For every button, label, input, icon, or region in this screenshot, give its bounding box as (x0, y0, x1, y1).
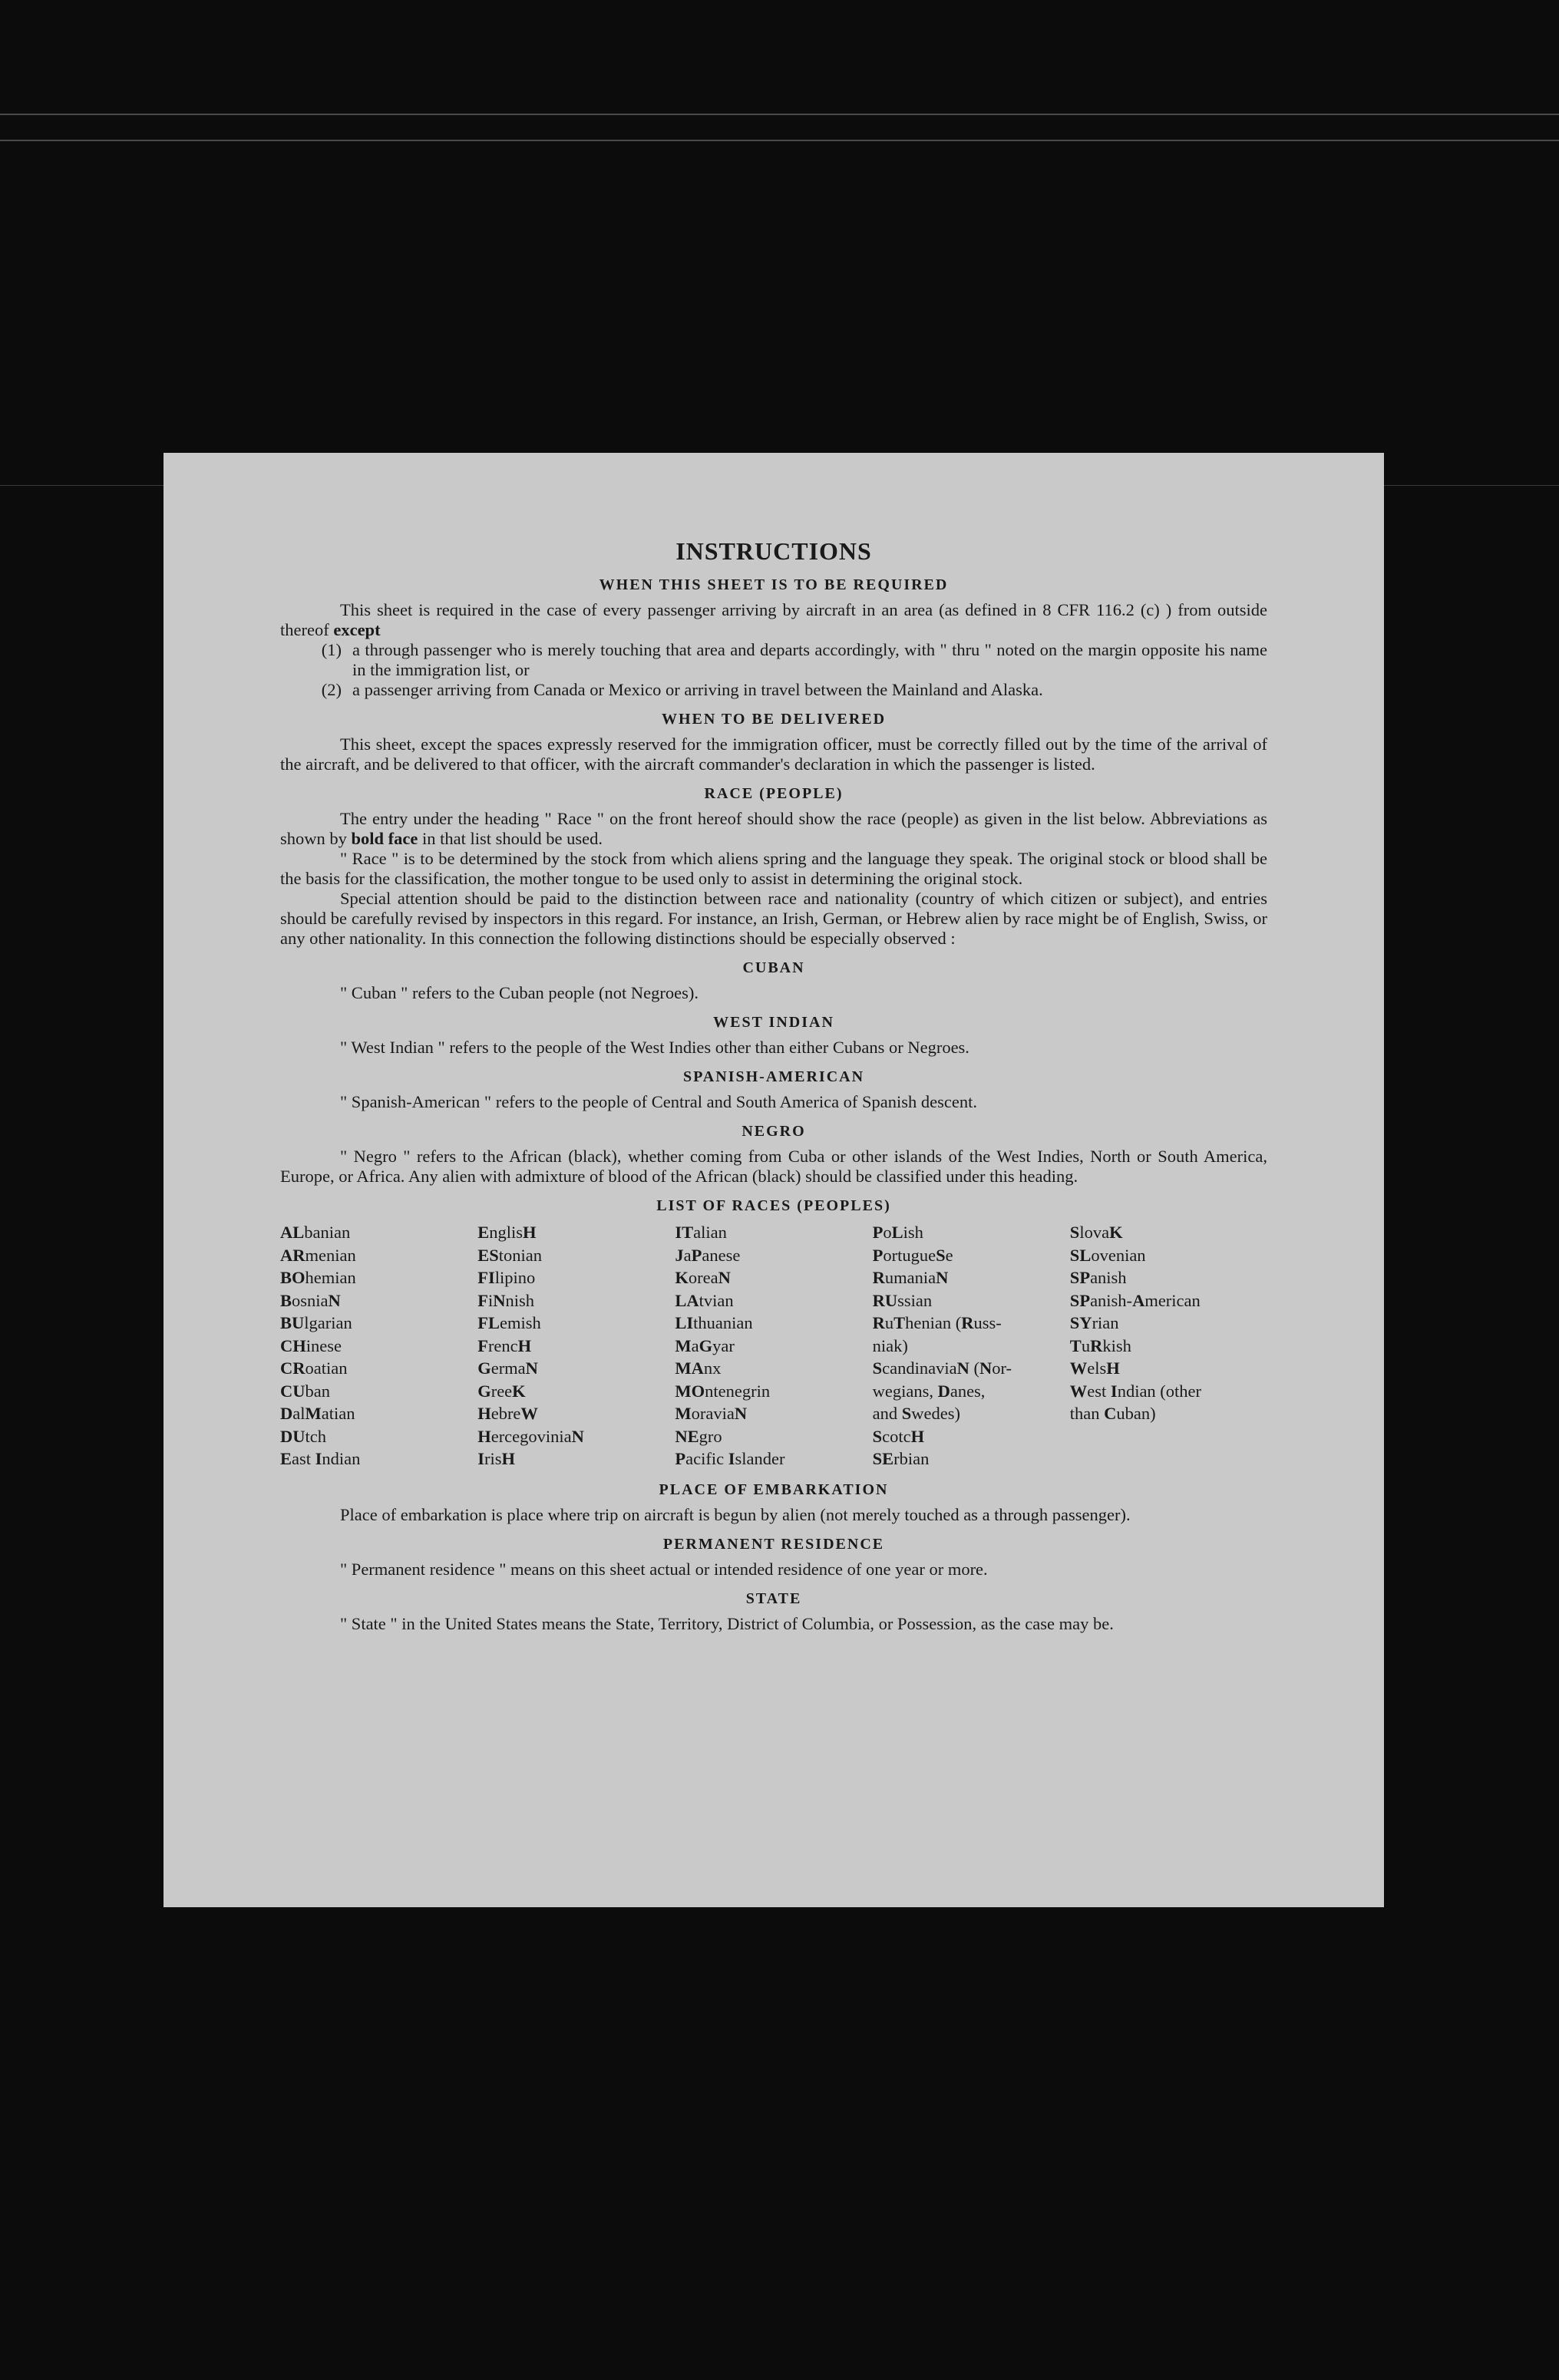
section-heading-race-list: LIST OF RACES (PEOPLES) (656, 1197, 891, 1214)
race-entry: GreeK (477, 1381, 526, 1401)
race-entry: RumaniaN (872, 1268, 949, 1287)
race-entry: SlovaK (1069, 1223, 1123, 1242)
race-entry: wegians, Danes, (872, 1381, 986, 1401)
cuban-text: " Cuban " refers to the Cuban people (not Negroes). (340, 983, 699, 1002)
race-entry: RUssian (872, 1290, 933, 1310)
section-heading-race: RACE (PEOPLE) (704, 785, 844, 802)
race-entry: ScandinaviaN (Nor- (872, 1358, 1012, 1378)
race-entry: BosniaN (280, 1290, 341, 1310)
race-entry: SErbian (872, 1449, 930, 1468)
race-entry: IrisH (477, 1449, 515, 1468)
race-entry: and Swedes) (872, 1404, 960, 1423)
document-body (280, 537, 1267, 1634)
race-entry: LIthuanian (675, 1313, 753, 1332)
race-entry: EnglisH (477, 1223, 537, 1242)
race-entry: FLemish (477, 1313, 541, 1332)
race-paragraph-1: The entry under the heading " Race " on the front hereof should show the race (people) as given in the list below. Abbreviations as shown by bold face in that list should be used. (280, 809, 1267, 848)
section-heading-cuban: CUBAN (742, 959, 805, 976)
instruction-sheet (163, 453, 1384, 1907)
race-entry: JaPanese (675, 1245, 741, 1265)
section-heading-west-indian: WEST INDIAN (713, 1014, 834, 1031)
race-entry: NEgro (675, 1426, 722, 1446)
delivered-text: This sheet, except the spaces expressly reserved for the immigration officer, must be correctly filled out by the time of the arrival of the aircraft, and be delivered to that officer, with the aircraft commander's declaration in which the passenger is listed. (280, 734, 1267, 774)
state-text: " State " in the United States means the State, Territory, District of Columbia, or Possession, as the case may be. (340, 1613, 1114, 1633)
race-entry: CHinese (280, 1335, 342, 1355)
section-heading-residence: PERMANENT RESIDENCE (662, 1535, 885, 1553)
race-entry: East Indian (280, 1449, 361, 1468)
race-list (280, 1221, 1267, 1471)
race-entry: ScotcH (872, 1426, 925, 1446)
race-entry: MOntenegrin (675, 1381, 771, 1401)
section-heading-delivered: WHEN TO BE DELIVERED (661, 711, 887, 728)
race-entry: SLovenian (1069, 1245, 1146, 1265)
race-column (1070, 1221, 1267, 1471)
race-entry: FiNnish (477, 1290, 534, 1310)
negro-text: " Negro " refers to the African (black), whether coming from Cuba or other islands of the West Indies, North or South America, Europe, or Africa. Any alien with admixture of blood of the African (black) should be classified under this heading. (280, 1147, 1267, 1186)
race-entry: niak) (872, 1335, 908, 1355)
race-entry: WelsH (1069, 1358, 1120, 1378)
exception-item-2: (2) a passenger arriving from Canada or Mexico or arriving in travel between the Mainland and Alaska. (321, 680, 1043, 699)
race-entry: West Indian (other (1069, 1381, 1202, 1401)
spanish-american-text: " Spanish-American " refers to the people of Central and South America of Spanish descent. (340, 1092, 978, 1111)
race-entry: FIlipino (477, 1268, 536, 1287)
race-entry: DUtch (280, 1426, 326, 1446)
race-entry: ARmenian (280, 1245, 356, 1265)
embarkation-text: Place of embarkation is place where trip on aircraft is begun by alien (not merely touched as a through passenger). (340, 1504, 1131, 1524)
section-heading-required: WHEN THIS SHEET IS TO BE REQUIRED (599, 576, 949, 593)
race-entry: ALbanian (280, 1223, 351, 1242)
section-heading-negro: NEGRO (742, 1123, 806, 1140)
race-entry: MAnx (675, 1358, 722, 1378)
section-heading-state: STATE (745, 1589, 802, 1607)
race-entry: PoLish (872, 1223, 923, 1242)
race-entry: LAtvian (675, 1290, 734, 1310)
race-entry: FrencH (477, 1335, 532, 1355)
section-heading-embarkation: PLACE OF EMBARKATION (659, 1480, 889, 1498)
race-entry: HebreW (477, 1404, 538, 1423)
section-heading-spanish-american: SPANISH-AMERICAN (682, 1068, 865, 1085)
west-indian-text: " West Indian " refers to the people of the West Indies other than either Cubans or Negroes. (340, 1038, 969, 1057)
film-edge-line (0, 140, 1559, 141)
race-entry: TuRkish (1069, 1335, 1131, 1355)
race-entry: DalMatian (280, 1404, 355, 1423)
page-title: INSTRUCTIONS (675, 537, 872, 565)
race-entry: Pacific Islander (675, 1449, 785, 1468)
race-entry: RuThenian (Russ- (872, 1313, 1002, 1332)
race-entry: SPanish (1069, 1268, 1127, 1287)
race-entry: MaGyar (675, 1335, 735, 1355)
race-entry: MoraviaN (675, 1404, 748, 1423)
required-intro: This sheet is required in the case of every passenger arriving by aircraft in an area (as defined in 8 CFR 116.2 (c) ) from outside thereof except (280, 600, 1267, 639)
race-entry: PortugueSe (872, 1245, 953, 1265)
race-column (873, 1221, 1070, 1471)
race-entry: ITalian (675, 1223, 727, 1242)
race-entry: BUlgarian (280, 1313, 352, 1332)
exception-item-1: (1) a through passenger who is merely touching that area and departs accordingly, with " thru " noted on the margin opposite his name in the immigration list, or (321, 640, 1267, 679)
residence-text: " Permanent residence " means on this sheet actual or intended residence of one year or more. (340, 1559, 988, 1579)
race-entry: GermaN (477, 1358, 538, 1378)
race-entry: BOhemian (280, 1268, 356, 1287)
race-entry: CRoatian (280, 1358, 348, 1378)
film-edge-line (0, 114, 1559, 115)
race-entry: SPanish-American (1069, 1290, 1201, 1310)
race-entry: KoreaN (675, 1268, 731, 1287)
race-entry: HercegoviniaN (477, 1426, 584, 1446)
race-column (477, 1221, 675, 1471)
race-column (675, 1221, 872, 1471)
race-entry: than Cuban) (1069, 1404, 1156, 1423)
race-entry: CUban (280, 1381, 330, 1401)
race-entry: SYrian (1069, 1313, 1119, 1332)
race-column (280, 1221, 477, 1471)
race-paragraph-2: " Race " is to be determined by the stock from which aliens spring and the language they speak. The original stock or blood shall be the basis for the classification, the mother tongue to be used only to assist in determining the original stock. (280, 849, 1267, 888)
race-paragraph-3: Special attention should be paid to the distinction between race and nationality (country of which citizen or subject), and entries should be carefully revised by inspectors in this regard. For instance, an Irish, German, or Hebrew alien by race might be of English, Swiss, or any other nationality. In this connection the following distinctions should be especially observed : (280, 889, 1267, 948)
race-entry: EStonian (477, 1245, 542, 1265)
